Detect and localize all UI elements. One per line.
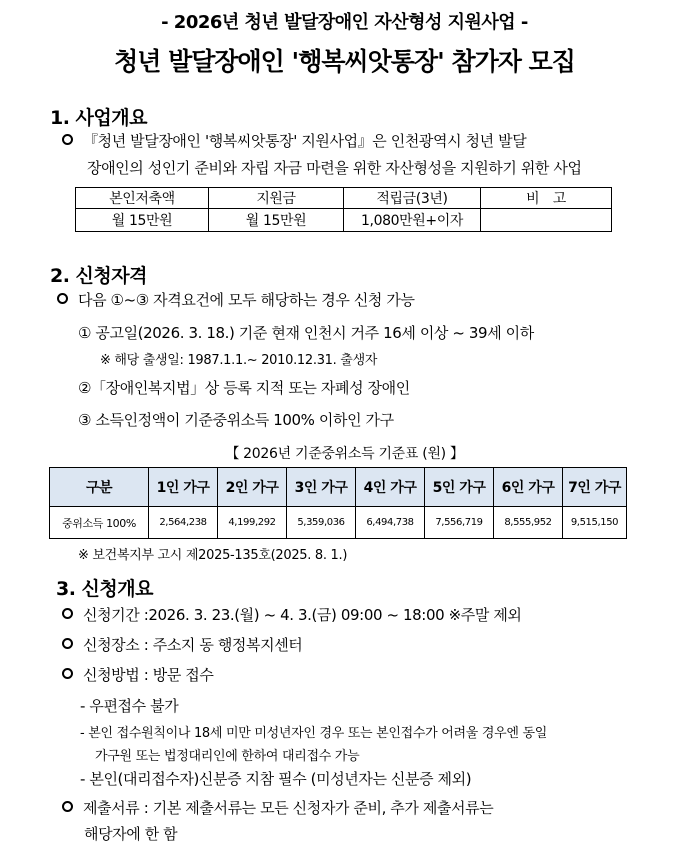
application-period: 신청기간 :2026. 3. 23.(월) ~ 4. 3.(금) 09:00 ~ 18:00 ※주말 제외 xyxy=(62,604,522,625)
circle-bullet-icon xyxy=(62,608,73,619)
table-header-cell: 3인 가구 xyxy=(287,468,356,507)
table-row xyxy=(50,507,627,539)
section-1-heading: 1. 사업개요 xyxy=(50,107,147,129)
table-header-cell: 4인 가구 xyxy=(356,468,425,507)
table-header-row xyxy=(50,468,627,507)
table-cell: 5,359,036 xyxy=(287,507,356,539)
savings-table xyxy=(75,187,612,232)
table-header-cell: 본인저축액 xyxy=(76,188,209,209)
median-income-table xyxy=(49,467,627,539)
method-note-2: - 본인 접수원칙이나 18세 미만 미성년자인 경우 또는 본인접수가 어려울 경우엔 동일 xyxy=(80,726,548,741)
method-note-2-cont: 가구원 또는 법정대리인에 한하여 대리접수 가능 xyxy=(95,749,360,764)
application-method: 신청방법 : 방문 접수 xyxy=(62,664,213,685)
table-header-cell: 적립금(3년) xyxy=(344,188,481,209)
notice-subtitle: - 2026년 청년 발달장애인 자산형성 지원사업 - xyxy=(161,12,528,33)
birthdate-note: ※ 해당 출생일: 1987.1.1.~ 2010.12.31. 출생자 xyxy=(100,353,378,368)
table-cell: 월 15만원 xyxy=(209,209,344,232)
table-cell: 6,494,738 xyxy=(356,507,425,539)
table-header-cell: 7인 가구 xyxy=(563,468,627,507)
application-place: 신청장소 : 주소지 동 행정복지센터 xyxy=(62,634,302,655)
method-note-3: - 본인(대리접수자)신분증 지참 필수 (미성년자는 신분증 제외) xyxy=(80,770,472,788)
table-cell: 중위소득 100% xyxy=(50,507,149,539)
table-header-cell: 6인 가구 xyxy=(494,468,563,507)
table-cell: 1,080만원+이자 xyxy=(344,209,481,232)
table-header-cell: 5인 가구 xyxy=(425,468,494,507)
method-note-1: - 우편접수 불가 xyxy=(80,697,179,715)
required-documents: 제출서류 : 기본 제출서류는 모든 신청자가 준비, 추가 제출서류는 xyxy=(62,797,493,818)
eligibility-item-3: ③ 소득인정액이 기준중위소득 100% 이하인 가구 xyxy=(78,411,394,429)
circle-bullet-icon xyxy=(57,293,68,304)
source-note: ※ 보건복지부 고시 제2025-135호(2025. 8. 1.) xyxy=(78,548,348,563)
table-cell: 9,515,150 xyxy=(563,507,627,539)
table-cell: 4,199,292 xyxy=(218,507,287,539)
table-header-cell: 지원금 xyxy=(209,188,344,209)
table-cell: 2,564,238 xyxy=(149,507,218,539)
section-1-line-2: 장애인의 성인기 준비와 자립 자금 마련을 위한 자산형성을 지원하기 위한 사업 xyxy=(87,159,582,177)
table-cell: 8,555,952 xyxy=(494,507,563,539)
eligibility-item-1: ① 공고일(2026. 3. 18.) 기준 현재 인천시 거주 16세 이상 ~ 39세 이하 xyxy=(78,324,534,342)
required-documents-cont: 해당자에 한 함 xyxy=(84,825,178,843)
circle-bullet-icon xyxy=(62,134,73,145)
circle-bullet-icon xyxy=(62,668,73,679)
table-header-cell: 비 고 xyxy=(481,188,612,209)
circle-bullet-icon xyxy=(62,801,73,812)
income-table-caption: 【 2026년 기준중위소득 기준표 (원) 】 xyxy=(225,446,464,462)
table-cell: 7,556,719 xyxy=(425,507,494,539)
table-header-row xyxy=(76,188,612,209)
table-header-cell: 구분 xyxy=(50,468,149,507)
table-cell xyxy=(481,209,612,232)
section-3-heading: 3. 신청개요 xyxy=(56,578,153,600)
eligibility-intro: 다음 ①~③ 자격요건에 모두 해당하는 경우 신청 가능 xyxy=(57,289,415,310)
table-header-cell: 2인 가구 xyxy=(218,468,287,507)
eligibility-item-2: ②「장애인복지법」상 등록 지적 또는 자폐성 장애인 xyxy=(78,379,410,397)
section-1-line-1: 『청년 발달장애인 '행복씨앗통장' 지원사업』은 인천광역시 청년 발달 xyxy=(62,130,526,151)
notice-title: 청년 발달장애인 '행복씨앗통장' 참가자 모집 xyxy=(114,47,575,76)
table-header-cell: 1인 가구 xyxy=(149,468,218,507)
section-2-heading: 2. 신청자격 xyxy=(50,265,147,287)
circle-bullet-icon xyxy=(62,638,73,649)
table-row xyxy=(76,209,612,232)
table-cell: 월 15만원 xyxy=(76,209,209,232)
